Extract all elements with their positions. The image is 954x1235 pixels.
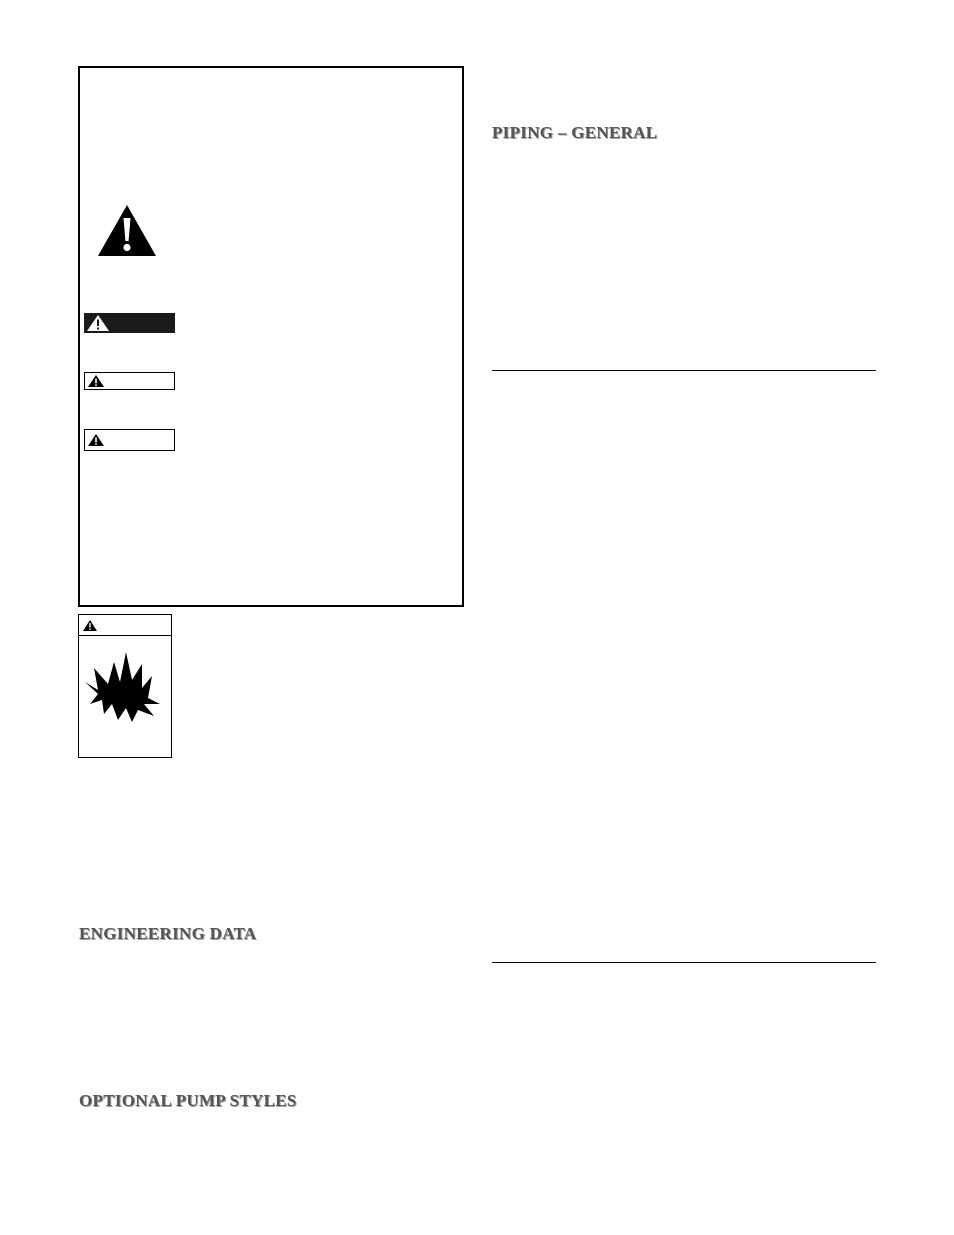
warning-triangle-icon [87, 374, 105, 388]
piping-general-heading [492, 124, 657, 141]
explosion-hazard-panel [78, 614, 172, 758]
section-divider-rule [492, 370, 876, 371]
warning-triangle-icon [87, 433, 105, 447]
signal-word-caution-label [84, 429, 175, 451]
piping-general-heading-text: PIPING – GENERAL [492, 123, 658, 142]
section-divider-rule [492, 962, 876, 963]
safety-information-box [78, 66, 464, 607]
optional-pump-styles-heading-text: OPTIONAL PUMP STYLES [79, 1091, 297, 1110]
explosion-icon [82, 644, 168, 730]
engineering-data-heading [79, 925, 257, 942]
hazard-panel-header [79, 615, 171, 636]
signal-word-warning-label [84, 372, 175, 390]
engineering-data-heading-text: ENGINEERING DATA [79, 924, 257, 943]
safety-alert-triangle-icon [97, 204, 157, 257]
signal-word-danger-label [84, 313, 175, 333]
optional-pump-styles-heading [79, 1092, 297, 1109]
warning-triangle-icon [86, 314, 110, 332]
warning-triangle-icon [82, 619, 98, 632]
